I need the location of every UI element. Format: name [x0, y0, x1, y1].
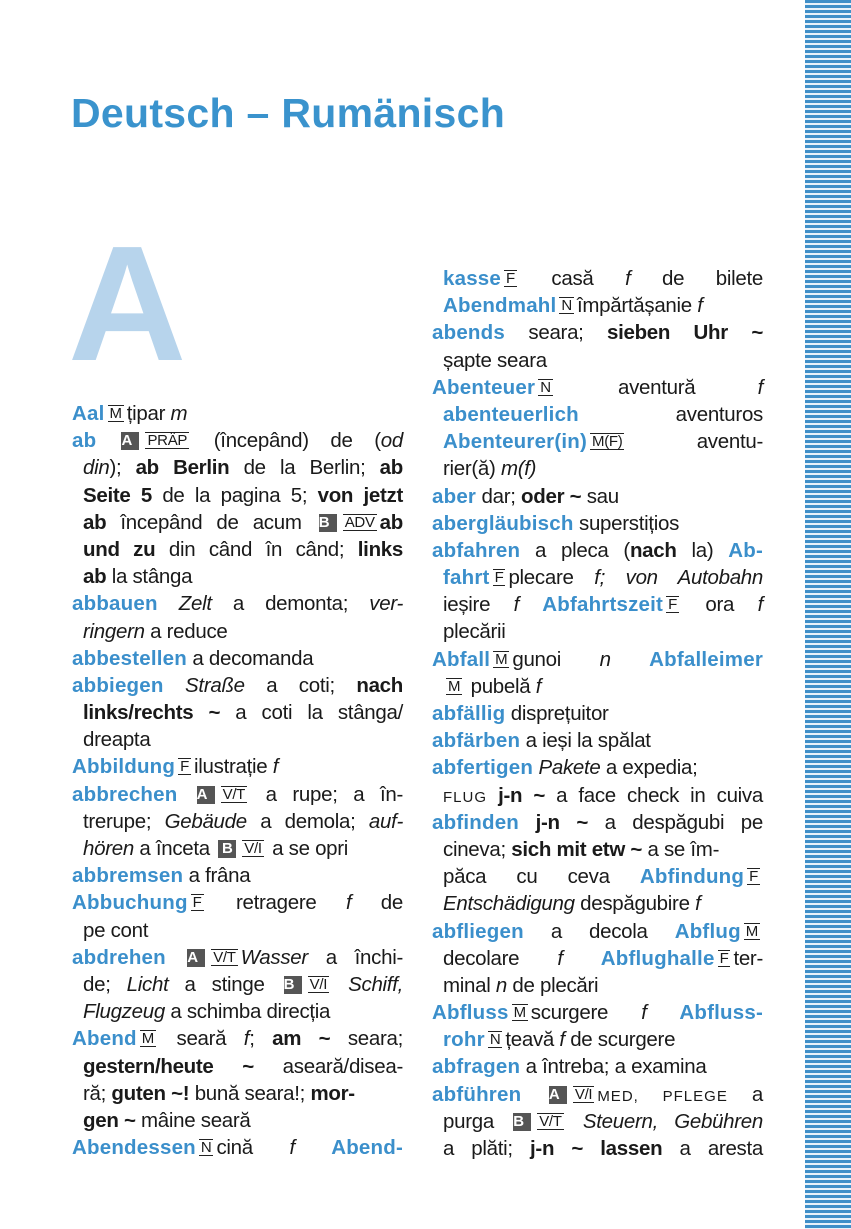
translation-text: șapte seara — [443, 348, 547, 372]
sense-marker: B — [284, 976, 302, 994]
translation-text: trerupe; — [83, 809, 165, 833]
grammar-label: F — [192, 894, 202, 912]
headword: Aal — [72, 402, 105, 425]
grammar-label: F — [506, 270, 515, 287]
translation-text: seara; — [504, 321, 607, 345]
dictionary-line — [72, 753, 403, 780]
dictionary-line — [432, 809, 763, 836]
grammar-label: V/T — [539, 1112, 562, 1130]
translation-text: începând de acum — [106, 510, 316, 534]
translation-text: a expedia; — [600, 756, 698, 780]
italic-note: Schiff, — [332, 972, 403, 996]
dictionary-line — [432, 428, 763, 455]
dictionary-line — [432, 401, 763, 428]
translation-text: ră; — [83, 1081, 112, 1105]
italic-note: Straße — [163, 673, 245, 697]
headword: abfertigen — [432, 756, 534, 780]
headword: abführen — [432, 1082, 546, 1106]
headword: abfliegen — [432, 919, 524, 943]
translation-text: aseară/disea- — [253, 1054, 403, 1078]
italic-note: f — [695, 892, 701, 916]
dictionary-line — [432, 1135, 763, 1162]
italic-note: hören — [83, 837, 134, 860]
sense-marker: B — [513, 1113, 531, 1131]
grammar-label: V/T — [213, 948, 236, 966]
translation-text: de la Berlin; — [229, 456, 380, 480]
italic-note: f — [289, 1136, 295, 1160]
italic-note: f — [559, 1028, 565, 1052]
grammar-label: F — [668, 596, 677, 614]
headword: fahrt — [443, 566, 490, 590]
translation-text: de plecări — [507, 973, 599, 997]
grammar-label: N — [200, 1139, 212, 1157]
italic-note: f — [697, 294, 703, 318]
italic-note: Wasser — [240, 945, 308, 969]
translation-text: a demonta; — [211, 592, 370, 616]
headword: abenteuerlich — [443, 402, 579, 426]
italic-note: m — [170, 402, 188, 425]
dictionary-line — [432, 591, 763, 618]
headword: abbrechen — [72, 782, 194, 806]
italic-note: Flugzeug — [83, 1000, 165, 1024]
dictionary-line — [72, 563, 403, 590]
translation-text: a pleca ( — [520, 538, 630, 562]
dictionary-line — [72, 1107, 403, 1134]
translation-text: plecării — [443, 620, 506, 644]
headword: ab — [72, 429, 119, 453]
dictionary-line — [432, 483, 763, 510]
dictionary-line — [72, 645, 403, 672]
bold-phrase: nach — [629, 538, 677, 562]
grammar-label: N — [561, 297, 572, 315]
grammar-label: F — [494, 569, 504, 587]
headword: Abfluss- — [646, 1001, 763, 1025]
translation-text: aventuros — [578, 402, 763, 426]
headword: Abfalleimer — [610, 647, 763, 671]
thumb-index-stripes — [805, 0, 851, 1229]
translation-text: păca cu ceva — [443, 865, 640, 889]
translation-text: a stinge — [168, 972, 281, 996]
translation-text: decolare — [443, 946, 558, 970]
dictionary-line — [432, 863, 763, 890]
domain-label: MED, PFLEGE — [597, 1087, 728, 1105]
dictionary-line — [72, 889, 403, 916]
italic-note: f — [625, 267, 631, 290]
dictionary-line — [72, 618, 403, 645]
bold-phrase: von jetzt — [317, 483, 403, 507]
bold-phrase: sich mit etw ~ — [511, 837, 643, 861]
dictionary-line — [72, 536, 403, 563]
section-letter: A — [68, 212, 187, 395]
dictionary-line — [72, 699, 403, 726]
translation-text: gunoi — [512, 647, 600, 671]
translation-text: casă — [519, 267, 626, 290]
dictionary-line — [432, 292, 763, 319]
headword: Abenteurer(in) — [443, 430, 588, 454]
translation-text: aventură — [555, 375, 758, 399]
italic-note: f — [345, 891, 352, 915]
dictionary-line — [432, 754, 763, 781]
dictionary-line — [72, 1134, 403, 1161]
translation-text: seară — [158, 1027, 244, 1051]
translation-text: rier(ă) — [443, 457, 501, 481]
translation-text: a reduce — [144, 619, 228, 643]
dictionary-line — [432, 700, 763, 727]
translation-text: de scurgere — [564, 1028, 676, 1052]
translation-text: de — [351, 891, 403, 915]
headword: Abfahrtszeit — [519, 593, 664, 617]
grammar-label: M(F) — [592, 433, 623, 451]
translation-text: ); — [109, 456, 136, 480]
translation-text: de la pagina 5; — [151, 483, 318, 507]
grammar-label: F — [180, 758, 190, 776]
translation-text: sau — [581, 484, 619, 508]
headword: abergläubisch — [432, 511, 574, 535]
dictionary-line — [72, 971, 403, 998]
headword: Abbuchung — [72, 891, 188, 915]
dictionary-line — [72, 590, 403, 617]
italic-note: f; von Autobahn — [594, 566, 764, 590]
dictionary-line — [72, 400, 403, 427]
bold-phrase: Seite 5 — [83, 483, 152, 507]
bold-phrase: gestern/heute ~ — [83, 1054, 254, 1078]
bold-phrase: j-n ~ — [519, 810, 589, 834]
dictionary-line — [432, 564, 763, 591]
translation-text: disprețuitor — [505, 702, 609, 725]
translation-text: a despăgubi pe — [588, 810, 763, 834]
dictionary-line — [72, 726, 403, 753]
headword: Abendmahl — [443, 294, 557, 318]
translation-text: a înceta — [133, 837, 216, 860]
italic-note: auf- — [368, 809, 403, 833]
translation-text: a decomanda — [187, 646, 314, 670]
grammar-label: M — [513, 1004, 526, 1022]
dictionary-line — [72, 944, 403, 971]
headword: aber — [432, 484, 477, 508]
headword: rohr — [443, 1028, 485, 1052]
grammar-label: PRÄP — [147, 432, 188, 450]
bold-phrase: sieben Uhr ~ — [606, 321, 763, 345]
italic-note: od — [380, 429, 403, 453]
translation-text: ilustrație — [194, 755, 273, 779]
grammar-label: V/T — [222, 785, 246, 803]
bold-phrase: oder ~ — [521, 484, 582, 508]
dictionary-line — [432, 1081, 763, 1108]
sense-marker: A — [197, 786, 215, 804]
italic-note: Gebäude — [164, 809, 247, 833]
dictionary-line — [432, 673, 763, 700]
domain-label: FLUG — [443, 788, 488, 806]
dictionary-line — [72, 672, 403, 699]
dictionary-line — [432, 537, 763, 564]
translation-text: de bilete — [630, 267, 763, 290]
translation-text: a coti; — [244, 673, 357, 697]
translation-text: de; — [83, 972, 127, 996]
italic-note: n — [495, 973, 507, 997]
italic-note: f — [557, 946, 563, 970]
dictionary-line — [432, 455, 763, 482]
translation-text: a închi- — [307, 945, 403, 969]
grammar-label: M — [448, 677, 461, 695]
translation-text: mâine seară — [135, 1108, 251, 1132]
headword: Abbildung — [72, 755, 176, 779]
bold-phrase: mor- — [310, 1081, 355, 1105]
dictionary-column-right — [432, 265, 763, 1162]
headword: abfahren — [432, 538, 521, 562]
translation-text: a decola — [523, 919, 675, 943]
dictionary-line — [432, 374, 763, 401]
dictionary-line — [432, 727, 763, 754]
bold-phrase: gen ~ — [83, 1108, 136, 1132]
dictionary-line — [432, 890, 763, 917]
italic-note: n — [599, 647, 611, 671]
dictionary-line — [432, 918, 763, 945]
dictionary-line — [72, 427, 403, 454]
grammar-label: M — [495, 650, 508, 668]
translation-text: seara; — [330, 1027, 403, 1051]
translation-text: bună seara!; — [189, 1081, 311, 1105]
translation-text: a rupe; a în- — [250, 782, 403, 806]
translation-text: pe cont — [83, 918, 149, 942]
translation-text: a se îm- — [642, 837, 720, 861]
dictionary-line — [72, 1080, 403, 1107]
italic-note: f — [641, 1001, 647, 1025]
headword: abbauen — [72, 592, 158, 616]
headword: kasse — [443, 267, 502, 290]
dictionary-line — [72, 482, 403, 509]
headword: Abfall — [432, 647, 491, 671]
translation-text: despăgubire — [574, 892, 696, 916]
translation-text: purga — [443, 1109, 511, 1133]
translation-text: (începând) de ( — [192, 429, 381, 453]
headword: abbiegen — [72, 673, 164, 697]
sense-marker: A — [121, 432, 139, 450]
grammar-label: M — [109, 405, 122, 422]
translation-text: plecare — [508, 566, 595, 590]
headword: Abendessen — [72, 1136, 196, 1160]
dictionary-line — [432, 972, 763, 999]
headword: abends — [432, 321, 505, 345]
italic-note: f — [757, 375, 763, 399]
grammar-label: ADV — [344, 513, 375, 531]
headword: Abflug — [674, 919, 741, 943]
headword: abfällig — [432, 702, 506, 725]
grammar-label: M — [141, 1030, 154, 1048]
dictionary-line — [432, 1026, 763, 1053]
italic-note: Licht — [126, 972, 169, 996]
italic-note: f — [243, 1027, 250, 1051]
headword: Ab- — [728, 538, 763, 562]
bold-phrase: links — [357, 537, 403, 561]
bold-phrase: ab Berlin — [135, 456, 230, 480]
headword: Abend — [72, 1027, 137, 1051]
translation-text: retragere — [206, 891, 346, 915]
grammar-label: V/I — [574, 1085, 593, 1103]
translation-text: a plăti; — [443, 1137, 531, 1160]
dictionary-line — [432, 999, 763, 1026]
translation-text: dar; — [476, 484, 522, 508]
translation-text: a aresta — [662, 1137, 763, 1160]
dictionary-line — [432, 618, 763, 645]
translation-text: a demola; — [246, 809, 369, 833]
italic-note: Pakete — [533, 756, 601, 780]
headword: Abflughalle — [562, 946, 715, 970]
italic-note: f — [757, 593, 763, 617]
italic-note: ver- — [369, 592, 403, 616]
bold-phrase: j-n ~ — [487, 783, 546, 807]
grammar-label: N — [540, 378, 551, 396]
translation-text: cină — [216, 1136, 290, 1160]
dictionary-line — [432, 347, 763, 374]
italic-note: ringern — [83, 619, 145, 643]
bold-phrase: am ~ — [272, 1027, 331, 1051]
translation-text: a frâna — [183, 864, 251, 888]
grammar-label: N — [489, 1031, 501, 1049]
bold-phrase: nach — [356, 673, 403, 697]
italic-note: Entschädigung — [443, 892, 575, 916]
translation-text: ter- — [733, 946, 763, 970]
translation-text: ora — [681, 593, 758, 617]
sense-marker: B — [319, 514, 337, 532]
grammar-label: V/I — [244, 840, 262, 857]
translation-text: dreapta — [83, 728, 151, 752]
translation-text: împărtășanie — [576, 294, 698, 318]
dictionary-line — [72, 998, 403, 1025]
dictionary-line — [72, 509, 403, 536]
grammar-label: F — [719, 949, 729, 967]
translation-text: a — [727, 1082, 764, 1106]
dictionary-line — [432, 319, 763, 346]
dictionary-line — [432, 945, 763, 972]
grammar-label: F — [749, 868, 758, 886]
dictionary-line — [432, 1053, 763, 1080]
bold-phrase: j-n ~ lassen — [530, 1137, 663, 1160]
headword: abbestellen — [72, 646, 187, 670]
dictionary-line — [432, 782, 763, 809]
translation-text: ; — [249, 1027, 273, 1051]
sense-marker: A — [187, 949, 205, 967]
dictionary-line — [432, 510, 763, 537]
page-title: Deutsch – Rumänisch — [71, 90, 506, 136]
italic-note: f — [513, 593, 520, 617]
headword: Abfindung — [639, 865, 745, 889]
grammar-label: M — [745, 922, 758, 940]
translation-text: țeavă — [505, 1028, 560, 1052]
translation-text: la stânga — [106, 565, 193, 589]
translation-text: scurgere — [530, 1001, 642, 1025]
dictionary-column-left — [72, 400, 403, 1161]
headword: abbremsen — [72, 864, 184, 888]
translation-text: a face check in cuiva — [545, 783, 763, 807]
translation-text: a întreba; a examina — [520, 1055, 707, 1079]
headword: Abenteuer — [432, 375, 536, 399]
italic-note: Steuern, Gebühren — [566, 1109, 763, 1133]
translation-text: la) — [676, 538, 729, 562]
grammar-label: V/I — [309, 975, 328, 993]
sense-marker: B — [218, 840, 236, 858]
bold-phrase: und zu — [83, 537, 156, 561]
sense-marker: A — [549, 1086, 567, 1104]
headword: abfragen — [432, 1055, 521, 1079]
bold-phrase: ab — [379, 456, 403, 480]
dictionary-line — [72, 1053, 403, 1080]
dictionary-line — [432, 1108, 763, 1135]
translation-text: din când în când; — [155, 537, 358, 561]
dictionary-line — [432, 836, 763, 863]
headword: abdrehen — [72, 945, 185, 969]
italic-note: f — [272, 755, 279, 779]
dictionary-line — [72, 808, 403, 835]
headword: abfärben — [432, 729, 521, 753]
dictionary-line — [72, 781, 403, 808]
italic-note: Zelt — [157, 592, 212, 616]
dictionary-line — [72, 862, 403, 889]
translation-text: superstițios — [573, 511, 680, 535]
translation-text: a schimba direcția — [164, 1000, 331, 1024]
translation-text: pubelă — [465, 674, 536, 698]
translation-text: a coti la stânga/ — [220, 701, 403, 725]
bold-phrase: ab — [379, 510, 403, 534]
translation-text: țipar — [126, 402, 171, 425]
bold-phrase: guten ~! — [111, 1081, 190, 1105]
headword: Abend- — [294, 1136, 403, 1160]
italic-note: din — [83, 456, 110, 480]
bold-phrase: ab — [83, 565, 107, 589]
translation-text: aventu- — [627, 430, 763, 454]
bold-phrase: ab — [83, 510, 107, 534]
translation-text: cineva; — [443, 837, 512, 861]
dictionary-line — [72, 835, 403, 862]
bold-phrase: links/rechts ~ — [83, 701, 221, 725]
dictionary-line — [432, 265, 763, 292]
dictionary-line — [72, 454, 403, 481]
translation-text: a ieși la spălat — [520, 729, 651, 753]
headword: abfinden — [432, 810, 520, 834]
italic-note: f — [535, 674, 542, 698]
translation-text: a se opri — [266, 837, 349, 860]
dictionary-line — [432, 646, 763, 673]
headword: Abfluss — [432, 1001, 509, 1025]
dictionary-line — [72, 917, 403, 944]
dictionary-line — [72, 1025, 403, 1052]
translation-text: ieșire — [443, 593, 514, 617]
translation-text: minal — [443, 973, 496, 997]
italic-note: m(f) — [500, 457, 537, 481]
